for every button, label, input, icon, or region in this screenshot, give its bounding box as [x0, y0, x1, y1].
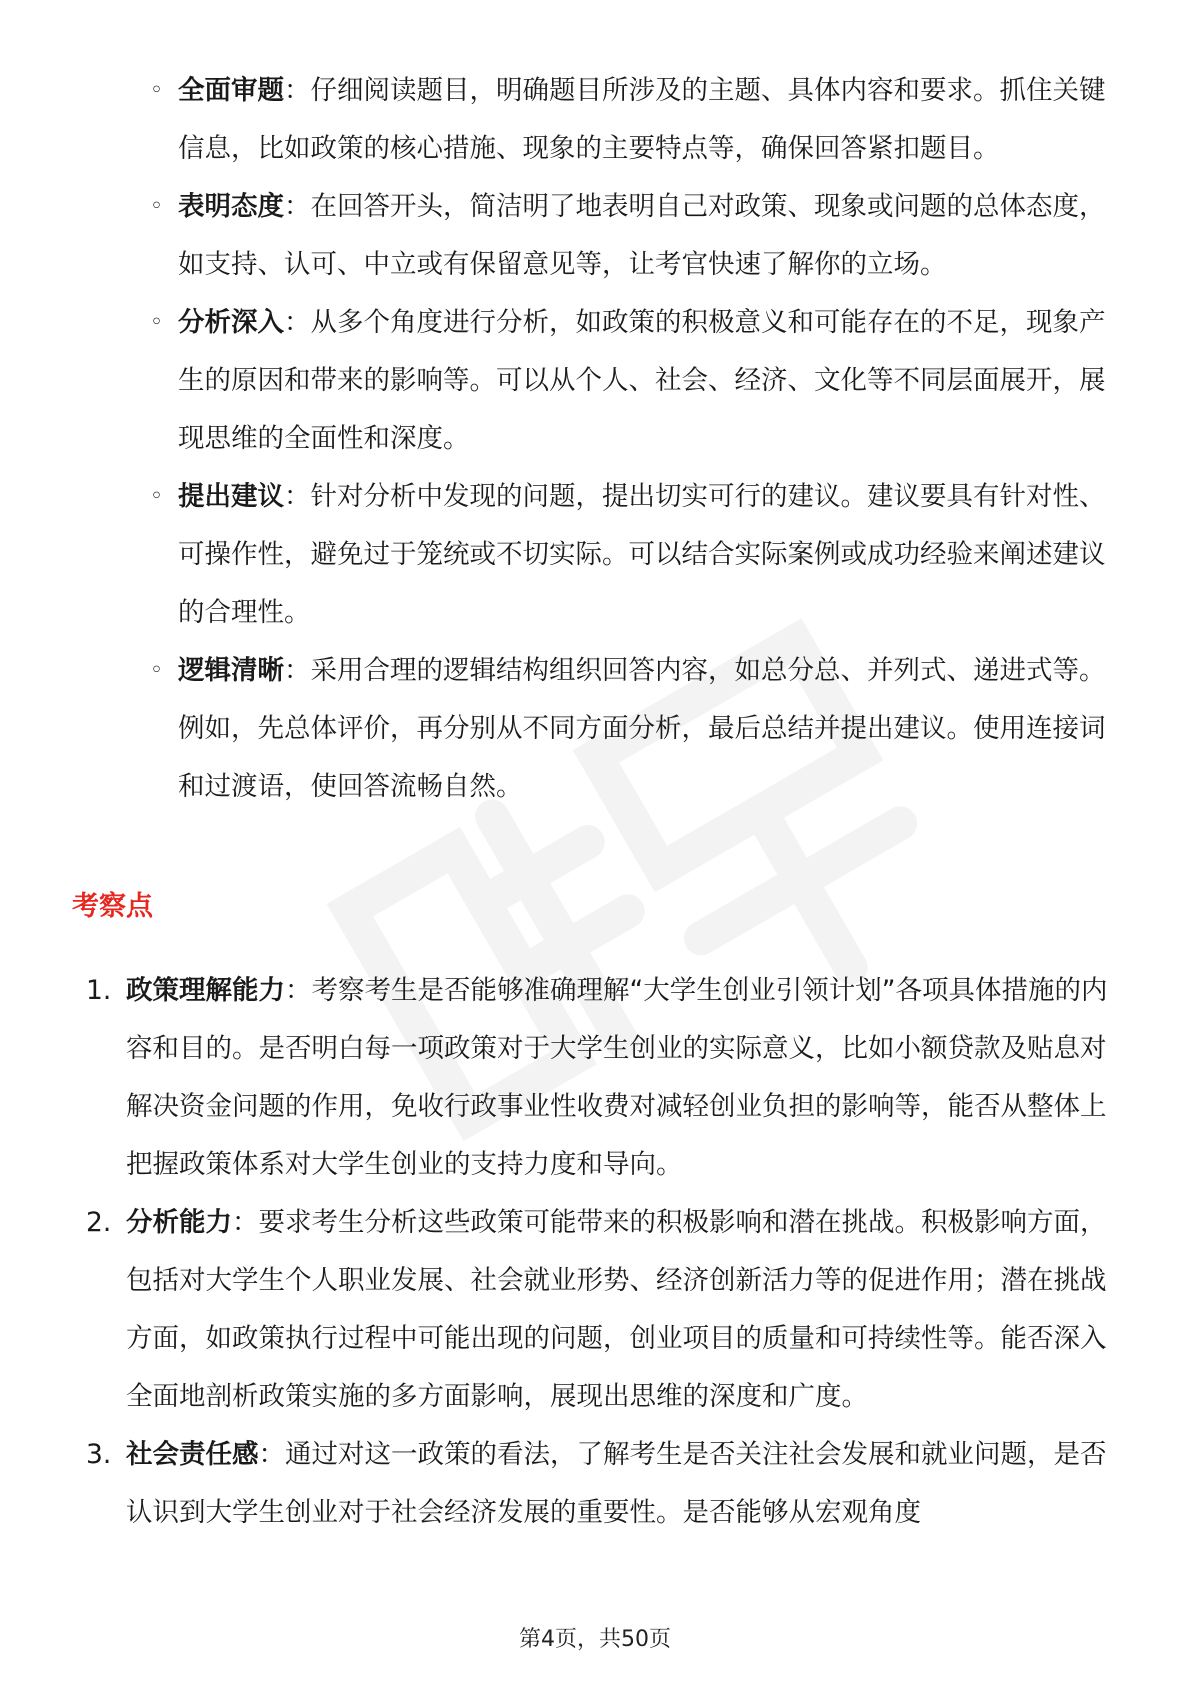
bullet-dot-icon: ◦	[150, 310, 163, 335]
item-number: 3.	[86, 1439, 112, 1470]
tips-bullet-list	[148, 62, 1108, 816]
item-term: 分析能力	[126, 1207, 232, 1238]
item-term: 政策理解能力	[126, 975, 285, 1006]
bullet-term: 逻辑清晰	[178, 655, 284, 686]
item-text: ：考察考生是否能够准确理解“大学生创业引领计划”各项具体措施的内容和目的。是否明白每一项政策对于大学生创业的实际意义，比如小额贷款及贴息对解决资金问题的作用，免收行政事业性收费对减轻创业负担的影响等，能否从整体上把握政策体系对大学生创业的支持力度和导向。	[126, 975, 1108, 1180]
item-term: 社会责任感	[126, 1439, 259, 1470]
bullet-dot-icon: ◦	[150, 78, 163, 103]
assessment-points-list	[80, 962, 1120, 1542]
item-number: 2.	[86, 1207, 112, 1238]
list-item	[80, 962, 1120, 1194]
bullet-text: ：从多个角度进行分析，如政策的积极意义和可能存在的不足，现象产生的原因和带来的影响等。可以从个人、社会、经济、文化等不同层面展开，展现思维的全面性和深度。	[178, 307, 1106, 454]
bullet-text: ：在回答开头，简洁明了地表明自己对政策、现象或问题的总体态度，如支持、认可、中立或有保留意见等，让考官快速了解你的立场。	[178, 191, 1106, 280]
bullet-term: 提出建议	[178, 481, 284, 512]
list-item	[80, 1194, 1120, 1426]
bullet-dot-icon: ◦	[150, 194, 163, 219]
bullet-text: ：仔细阅读题目，明确题目所涉及的主题、具体内容和要求。抓住关键信息，比如政策的核心措施、现象的主要特点等，确保回答紧扣题目。	[178, 75, 1106, 164]
item-text: ：通过对这一政策的看法，了解考生是否关注社会发展和就业问题，是否认识到大学生创业对于社会经济发展的重要性。是否能够从宏观角度	[126, 1439, 1107, 1528]
item-number: 1.	[86, 975, 112, 1006]
bullet-item	[148, 468, 1108, 642]
bullet-dot-icon: ◦	[150, 658, 163, 683]
bullet-term: 分析深入	[178, 307, 284, 338]
item-text: ：要求考生分析这些政策可能带来的积极影响和潜在挑战。积极影响方面，包括对大学生个人职业发展、社会就业形势、经济创新活力等的促进作用；潜在挑战方面，如政策执行过程中可能出现的问题，创业项目的质量和可持续性等。能否深入全面地剖析政策实施的多方面影响，展现出思维的深度和广度。	[126, 1207, 1107, 1412]
bullet-item	[148, 62, 1108, 178]
bullet-text: ：针对分析中发现的问题，提出切实可行的建议。建议要具有针对性、可操作性，避免过于笼统或不切实际。可以结合实际案例或成功经验来阐述建议的合理性。	[178, 481, 1106, 628]
page-footer: 第4页，共50页	[519, 1627, 671, 1652]
list-item	[80, 1426, 1120, 1542]
bullet-text: ：采用合理的逻辑结构组织回答内容，如总分总、并列式、递进式等。例如，先总体评价，再分别从不同方面分析，最后总结并提出建议。使用连接词和过渡语，使回答流畅自然。	[178, 655, 1106, 802]
bullet-item	[148, 178, 1108, 294]
bullet-term: 表明态度	[178, 191, 284, 222]
bullet-dot-icon: ◦	[150, 484, 163, 509]
bullet-term: 全面审题	[178, 75, 284, 106]
bullet-item	[148, 642, 1108, 816]
section-title: 考察点	[72, 891, 153, 922]
bullet-item	[148, 294, 1108, 468]
